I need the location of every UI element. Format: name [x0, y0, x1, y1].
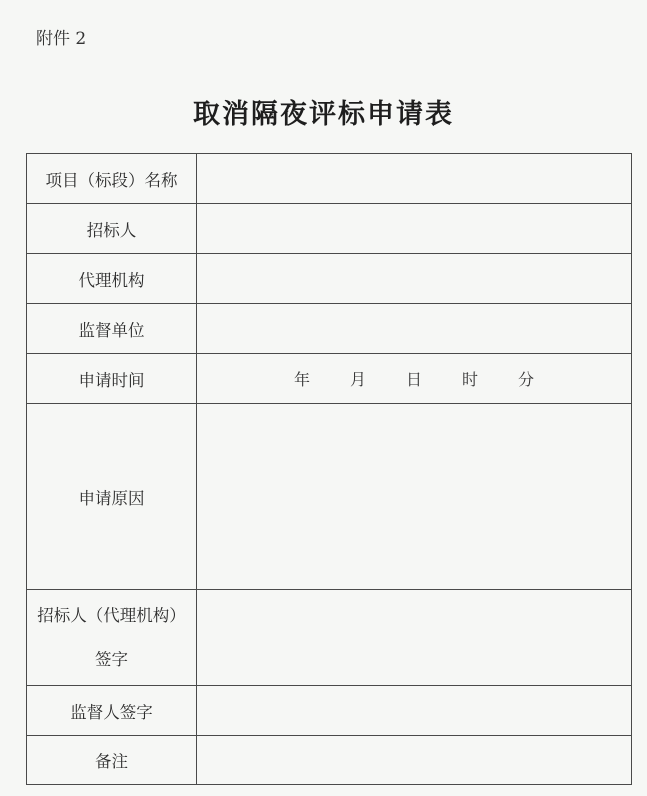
table-row-tenderer-signature — [27, 590, 632, 686]
table-row-agency — [27, 254, 632, 304]
attachment-number: 附件 2 — [36, 29, 87, 49]
supervisor-unit-label: 监督单位 — [27, 304, 197, 354]
remarks-field[interactable] — [197, 736, 632, 785]
time-hour-unit: 时 — [462, 370, 479, 389]
apply-reason-label: 申请原因 — [27, 404, 197, 590]
table-row-supervisor-signature — [27, 686, 632, 736]
table-row-remarks — [27, 736, 632, 785]
agency-field[interactable] — [197, 254, 632, 304]
table-row-supervisor-unit — [27, 304, 632, 354]
tenderer-signature-field[interactable] — [197, 590, 632, 686]
application-form-table — [26, 153, 632, 785]
time-month-unit: 月 — [349, 370, 366, 389]
tenderer-label: 招标人 — [27, 204, 197, 254]
project-name-field[interactable] — [197, 154, 632, 204]
time-parts — [197, 367, 631, 390]
table-row-apply-time — [27, 354, 632, 404]
supervisor-signature-field[interactable] — [197, 686, 632, 736]
supervisor-unit-field[interactable] — [197, 304, 632, 354]
tenderer-field[interactable] — [197, 204, 632, 254]
form-title: 取消隔夜评标申请表 — [193, 99, 454, 130]
table-row-project-name — [27, 154, 632, 204]
tenderer-signature-label-line2: 签字 — [95, 649, 128, 669]
apply-time-label: 申请时间 — [27, 354, 197, 404]
supervisor-signature-label: 监督人签字 — [27, 686, 197, 736]
time-day-unit: 日 — [405, 370, 422, 389]
tenderer-signature-label-line1: 招标人（代理机构） — [37, 605, 186, 625]
remarks-label: 备注 — [27, 736, 197, 785]
agency-label: 代理机构 — [27, 254, 197, 304]
table-row-apply-reason — [27, 404, 632, 590]
table-row-tenderer — [27, 204, 632, 254]
project-name-label: 项目（标段）名称 — [27, 154, 197, 204]
apply-reason-field[interactable] — [197, 404, 632, 590]
time-minute-unit: 分 — [518, 370, 535, 389]
time-year-unit: 年 — [293, 370, 310, 389]
apply-time-field[interactable] — [197, 354, 632, 404]
tenderer-signature-label — [27, 590, 197, 686]
